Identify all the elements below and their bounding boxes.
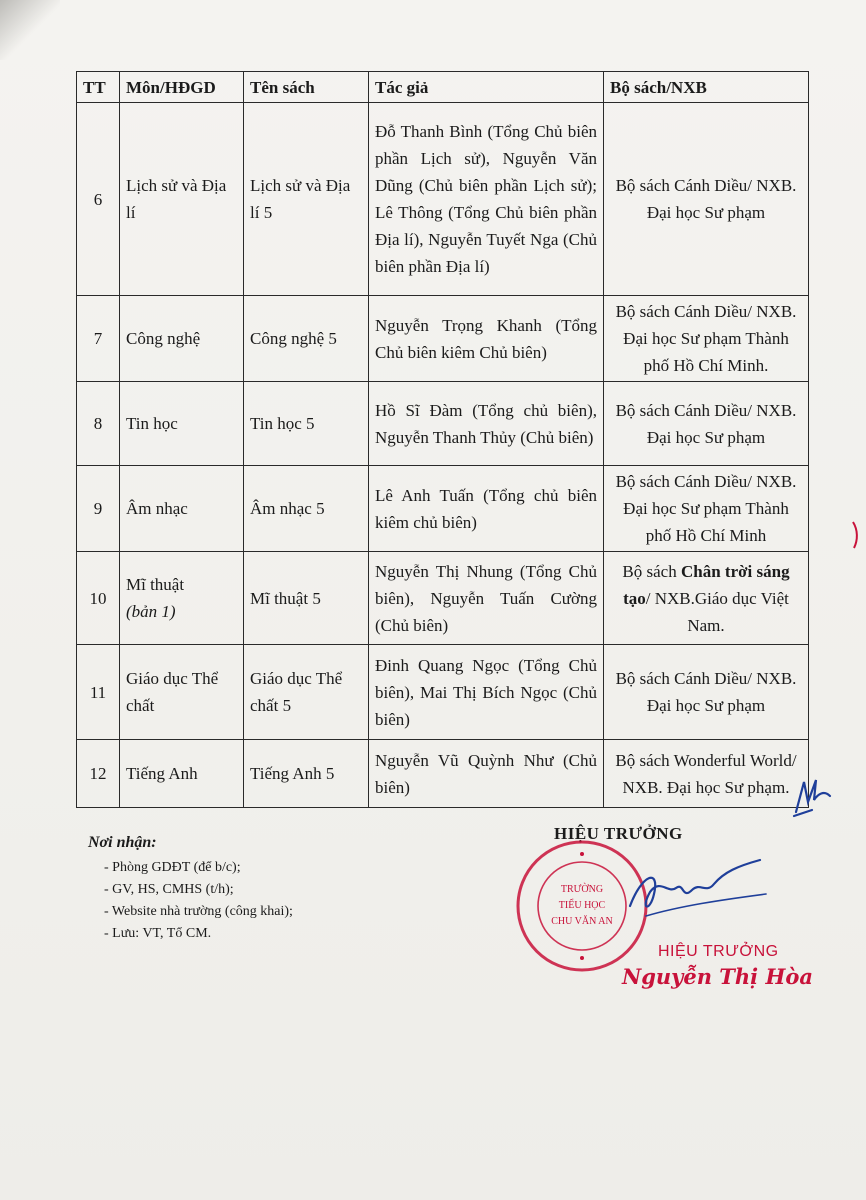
cell-author: Đỗ Thanh Bình (Tổng Chủ biên phần Lịch sử), Nguyễn Văn Dũng (Chủ biên phần Lịch sử); Lê Thông (Tổng Chủ biên phần Địa lí), Nguyễn Tuyết Nga (Chủ biên phần Địa lí) [369, 103, 604, 296]
cell-tt: 10 [77, 552, 120, 645]
header-author: Tác giả [369, 72, 604, 103]
table-row [77, 740, 809, 808]
subject-text: Mĩ thuật [126, 575, 185, 594]
recipients-title: Nơi nhận: [88, 834, 157, 851]
list-item: - GV, HS, CMHS (t/h); [104, 882, 234, 897]
publisher-suffix: / NXB.Giáo dục Việt Nam. [645, 588, 789, 635]
recipients-list [88, 857, 293, 945]
cell-subject: Lịch sử và Địa lí [120, 103, 244, 296]
cell-publisher: Bộ sách Cánh Diều/ NXB. Đại học Sư phạm Thành phố Hồ Chí Minh [604, 466, 809, 552]
cell-book: Tiếng Anh 5 [244, 740, 369, 808]
table-row [77, 103, 809, 296]
list-item: - Lưu: VT, Tổ CM. [104, 926, 212, 941]
cell-author: Đinh Quang Ngọc (Tổng Chủ biên), Mai Thị Bích Ngọc (Chủ biên) [369, 645, 604, 740]
stamp-signer-title: HIỆU TRƯỞNG [658, 943, 779, 960]
list-item: - Phòng GDĐT (để b/c); [104, 860, 241, 875]
list-item: - Website nhà trường (công khai); [104, 904, 293, 919]
cell-book: Mĩ thuật 5 [244, 552, 369, 645]
svg-text:TRƯỜNG: TRƯỜNG [560, 884, 604, 895]
table-row [77, 296, 809, 382]
table-row [77, 552, 809, 645]
signer-title: HIỆU TRƯỞNG [554, 824, 683, 843]
cell-book: Công nghệ 5 [244, 296, 369, 382]
subject-note: (bản 1) [126, 602, 176, 621]
cell-tt: 7 [77, 296, 120, 382]
svg-text:CHU VĂN AN: CHU VĂN AN [551, 916, 613, 927]
cell-subject: Âm nhạc [120, 466, 244, 552]
cell-book: Âm nhạc 5 [244, 466, 369, 552]
header-book: Tên sách [244, 72, 369, 103]
cell-publisher [604, 552, 809, 645]
cell-publisher: Bộ sách Cánh Diều/ NXB. Đại học Sư phạm [604, 382, 809, 466]
cell-subject: Tin học [120, 382, 244, 466]
svg-text:TIỂU HỌC: TIỂU HỌC [558, 900, 606, 911]
publisher-prefix: Bộ sách [622, 561, 677, 581]
cell-book: Tin học 5 [244, 382, 369, 466]
table-row [77, 645, 809, 740]
margin-mark [850, 520, 860, 550]
publisher-series: Chân trời sáng tạo [623, 561, 790, 608]
cell-subject [120, 552, 244, 645]
cell-subject: Tiếng Anh [120, 740, 244, 808]
cell-subject: Công nghệ [120, 296, 244, 382]
cell-publisher: Bộ sách Cánh Diều/ NXB. Đại học Sư phạm [604, 103, 809, 296]
header-subject: Môn/HĐGD [120, 72, 244, 103]
table-row [77, 466, 809, 552]
header-publisher: Bộ sách/NXB [604, 72, 809, 103]
initials-mark [790, 772, 840, 822]
cell-publisher: Bộ sách Cánh Diều/ NXB. Đại học Sư phạm [604, 645, 809, 740]
cell-tt: 12 [77, 740, 120, 808]
table-row [77, 382, 809, 466]
header-tt: TT [77, 72, 120, 103]
signer-name: Nguyễn Thị Hòa [622, 964, 813, 989]
cell-author: Nguyễn Trọng Khanh (Tổng Chủ biên kiêm Chủ biên) [369, 296, 604, 382]
cell-subject: Giáo dục Thể chất [120, 645, 244, 740]
principal-signature [620, 854, 770, 924]
cell-author: Nguyễn Vũ Quỳnh Như (Chủ biên) [369, 740, 604, 808]
cell-tt: 11 [77, 645, 120, 740]
cell-tt: 8 [77, 382, 120, 466]
cell-publisher: Bộ sách Cánh Diều/ NXB. Đại học Sư phạm Thành phố Hồ Chí Minh. [604, 296, 809, 382]
cell-author: Hồ Sĩ Đàm (Tổng chủ biên), Nguyễn Thanh Thủy (Chủ biên) [369, 382, 604, 466]
textbook-table [76, 71, 809, 808]
cell-publisher: Bộ sách Wonderful World/ NXB. Đại học Sư phạm. [604, 740, 809, 808]
cell-tt: 6 [77, 103, 120, 296]
table-header-row [77, 72, 809, 103]
cell-tt: 9 [77, 466, 120, 552]
cell-author: Lê Anh Tuấn (Tổng chủ biên kiêm chủ biên) [369, 466, 604, 552]
cell-author: Nguyễn Thị Nhung (Tổng Chủ biên), Nguyễn Tuấn Cường (Chủ biên) [369, 552, 604, 645]
paper-fold-shadow [0, 0, 60, 60]
cell-book: Lịch sử và Địa lí 5 [244, 103, 369, 296]
recipients-block [88, 832, 293, 945]
cell-book: Giáo dục Thể chất 5 [244, 645, 369, 740]
